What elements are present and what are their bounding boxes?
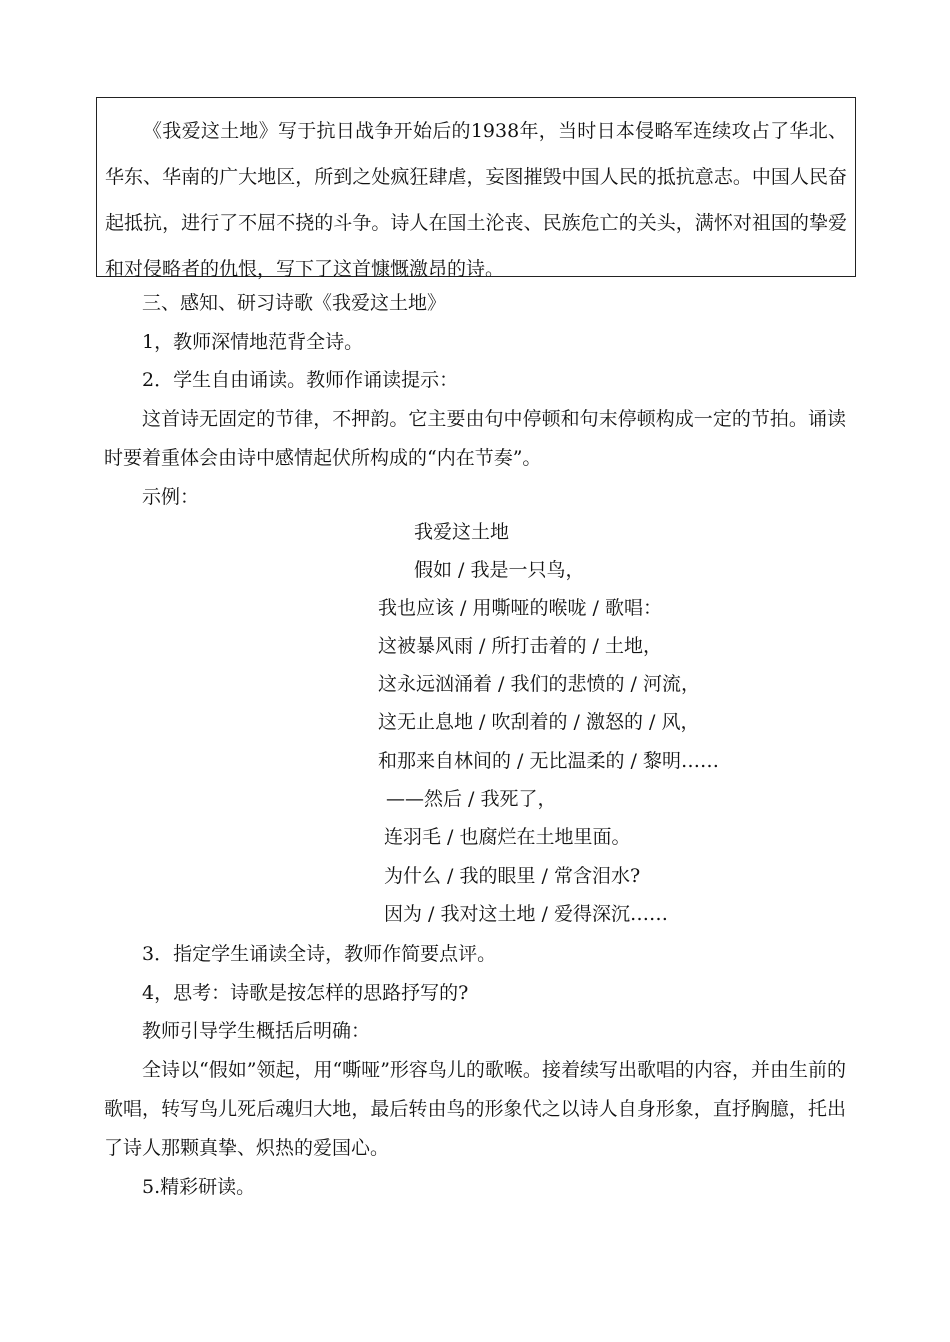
poem-title: 我爱这土地 [414,521,510,543]
poem-line: 因为 / 我对这土地 / 爱得深沉…… [384,903,668,925]
poem-line: ——然后 / 我死了， [386,788,557,810]
teacher-guide: 教师引导学生概括后明确： [142,1020,371,1042]
section-heading: 三、感知、研习诗歌《我爱这土地》 [142,292,447,314]
answer-paragraph: 全诗以“假如”领起，用“嘶哑”形容鸟儿的歌喉。接着续写出歌唱的内容，并由生前的歌唱，转写鸟儿死后魂归大地，最后转由鸟的形象代之以诗人自身形象，直抒胸臆，托出了诗人那颗真挚、炽热的爱国心。 [104,1058,846,1159]
background-paragraph: 《我爱这土地》写于抗日战争开始后的1938年，当时日本侵略军连续攻占了华北、华东、华南的广大地区，所到之处疯狂肆虐，妄图摧毁中国人民的抵抗意志。中国人民奋 起抵抗，进行了不屈不挠的斗争。诗人在国土沦丧、民族危亡的关头，满怀对祖国的挚爱和对侵略者的仇恨，写下了这首慷慨激昂的诗。 [105,120,847,280]
example-label: 示例： [142,485,200,508]
poem-line: 假如 / 我是一只鸟， [414,559,585,581]
step-4: 4，思考：诗歌是按怎样的思路抒写的? [142,981,469,1004]
poem-line: 我也应该 / 用嘶哑的喉咙 / 歌唱： [378,597,662,619]
poem-line: 这被暴风雨 / 所打击着的 / 土地， [378,635,662,657]
poem-line: 这永远汹涌着 / 我们的悲愤的 / 河流， [378,673,700,695]
step-1: 1，教师深情地范背全诗。 [142,330,364,353]
step-2: 2．学生自由诵读。教师作诵读提示： [142,369,459,391]
reading-tip: 这首诗无固定的节律，不押韵。它主要由句中停顿和句末停顿构成一定的节拍。诵读时要着重体会由诗中感情起伏所构成的“内在节奏”。 [104,407,846,469]
step-3: 3．指定学生诵读全诗，教师作简要点评。 [142,943,497,965]
poem-line: 这无止息地 / 吹刮着的 / 激怒的 / 风， [378,711,700,733]
step-5: 5.精彩研读。 [142,1175,256,1198]
background-text-box [96,97,856,280]
poem-line: 和那来自林间的 / 无比温柔的 / 黎明…… [378,750,719,772]
lesson-body-continued [104,935,846,1206]
lesson-body [104,284,846,516]
poem-line: 连羽毛 / 也腐烂在土地里面。 [384,826,631,848]
poem-line: 为什么 / 我的眼里 / 常含泪水? [384,865,641,887]
